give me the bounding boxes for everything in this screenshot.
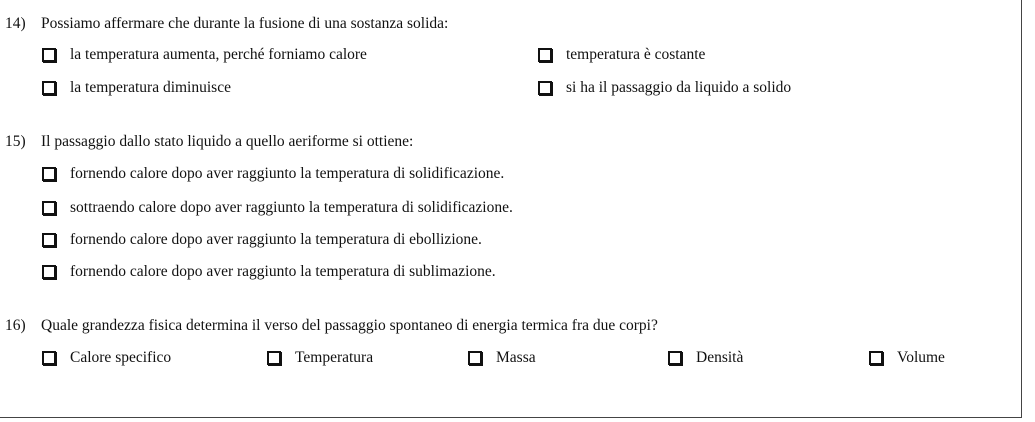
- option-16b[interactable]: [267, 349, 373, 367]
- question-text: Quale grandezza fisica determina il verso del passaggio spontaneo di energia termica fra due corpi?: [41, 317, 658, 334]
- question-text: Possiamo affermare che durante la fusione di una sostanza solida:: [41, 15, 449, 32]
- empty-checkbox-icon[interactable]: [42, 48, 56, 62]
- empty-checkbox-icon[interactable]: [538, 81, 552, 95]
- option-16a[interactable]: [42, 349, 171, 367]
- option-15b[interactable]: [42, 199, 513, 217]
- option-label: si ha il passaggio da liquido a solido: [566, 79, 792, 96]
- option-label: Densità: [696, 349, 744, 366]
- option-label: temperatura è costante: [566, 46, 706, 63]
- empty-checkbox-icon[interactable]: [42, 81, 56, 95]
- option-14d[interactable]: [538, 79, 791, 97]
- option-label: Volume: [897, 349, 945, 366]
- option-15d[interactable]: [42, 263, 496, 281]
- option-label: Massa: [496, 349, 536, 366]
- empty-checkbox-icon[interactable]: [42, 201, 56, 215]
- empty-checkbox-icon[interactable]: [267, 351, 281, 365]
- option-14a[interactable]: [42, 46, 367, 64]
- empty-checkbox-icon[interactable]: [869, 351, 883, 365]
- question-number: 16): [5, 317, 26, 334]
- option-14b[interactable]: [538, 46, 705, 64]
- empty-checkbox-icon[interactable]: [42, 233, 56, 247]
- option-label: la temperatura aumenta, perché forniamo calore: [70, 46, 367, 63]
- option-16d[interactable]: [668, 349, 743, 367]
- option-15c[interactable]: [42, 231, 482, 249]
- option-16e[interactable]: [869, 349, 945, 367]
- option-14c[interactable]: [42, 79, 231, 97]
- question-number: 15): [5, 133, 26, 150]
- empty-checkbox-icon[interactable]: [468, 351, 482, 365]
- empty-checkbox-icon[interactable]: [538, 48, 552, 62]
- option-15a[interactable]: [42, 165, 504, 183]
- option-16c[interactable]: [468, 349, 536, 367]
- empty-checkbox-icon[interactable]: [42, 351, 56, 365]
- option-label: fornendo calore dopo aver raggiunto la temperatura di solidificazione.: [70, 165, 505, 182]
- empty-checkbox-icon[interactable]: [42, 265, 56, 279]
- option-label: Temperatura: [295, 349, 374, 366]
- option-label: Calore specifico: [70, 349, 172, 366]
- option-label: sottraendo calore dopo aver raggiunto la temperatura di solidificazione.: [70, 199, 513, 216]
- option-label: la temperatura diminuisce: [70, 79, 231, 96]
- empty-checkbox-icon[interactable]: [668, 351, 682, 365]
- question-text: Il passaggio dallo stato liquido a quello aeriforme si ottiene:: [41, 133, 414, 150]
- question-number: 14): [5, 15, 26, 32]
- option-label: fornendo calore dopo aver raggiunto la temperatura di sublimazione.: [70, 263, 496, 280]
- empty-checkbox-icon[interactable]: [42, 167, 56, 181]
- option-label: fornendo calore dopo aver raggiunto la temperatura di ebollizione.: [70, 231, 482, 248]
